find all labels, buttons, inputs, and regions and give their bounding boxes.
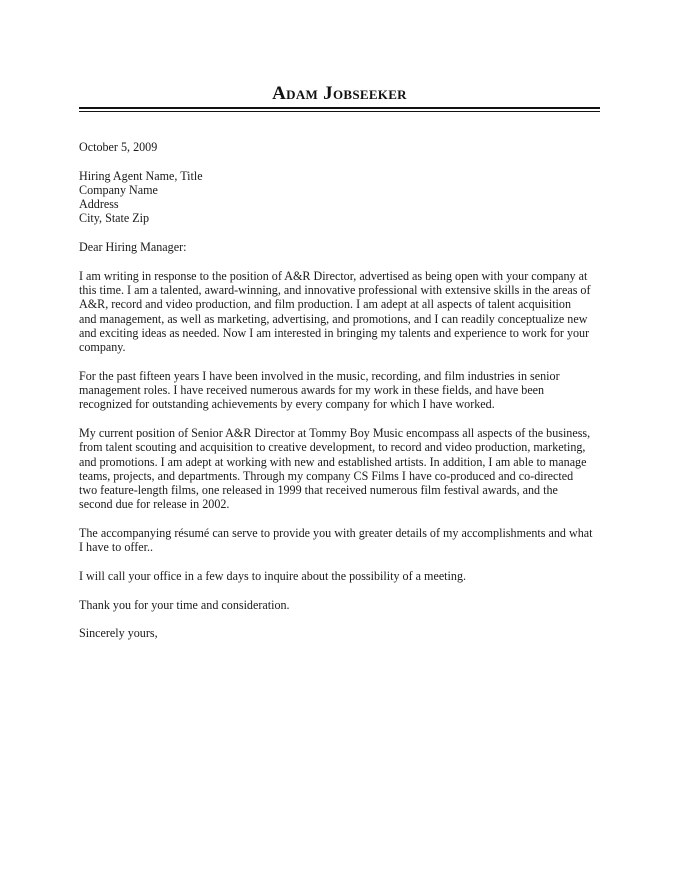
paragraph-line: and management, as well as marketing, advertising, and promotions, and I can readily conceptualize new <box>79 311 588 326</box>
paragraph-line: two feature-length films, one released in 1999 that received numerous film festival awards, and the <box>79 483 558 498</box>
paragraph-line: second due for release in 2002. <box>79 497 230 512</box>
paragraph-follow-up <box>79 569 604 583</box>
paragraph-line: I am writing in response to the position of A&R Director, advertised as being open with your company at <box>79 268 588 283</box>
paragraph-line: from talent scouting and acquisition to creative development, to record and video production, marketing, <box>79 440 586 455</box>
paragraph-current-position <box>79 426 604 512</box>
paragraph-thanks <box>79 598 604 612</box>
recipient-line: Address <box>79 197 119 212</box>
paragraph-resume <box>79 526 604 555</box>
applicant-name: Adam Jobseeker <box>272 83 407 104</box>
paragraph-intro <box>79 269 604 355</box>
paragraph-line: and exciting ideas as needed. Now I am interested in bringing my talents and experience to work for your <box>79 325 590 340</box>
recipient-line: Company Name <box>79 182 158 197</box>
recipient-line: City, State Zip <box>79 211 150 226</box>
header-rule-thin <box>79 111 600 112</box>
paragraph-line: I have to offer.. <box>79 540 153 555</box>
paragraph-line: recognized for outstanding achievements by every company for which I have worked. <box>79 397 495 412</box>
header-rule-thick <box>79 107 600 109</box>
paragraph-line: Thank you for your time and consideration. <box>79 597 290 612</box>
paragraph-line: company. <box>79 340 126 355</box>
recipient-address <box>79 169 604 226</box>
salutation <box>79 240 604 254</box>
paragraph-line: this time. I am a talented, award-winning, and innovative professional with extensive skills in the areas of <box>79 282 591 297</box>
recipient-line: Hiring Agent Name, Title <box>79 168 203 183</box>
paragraph-line: The accompanying résumé can serve to provide you with greater details of my accomplishments and what <box>79 526 593 541</box>
salutation-line: Dear Hiring Manager: <box>79 240 187 255</box>
closing-line: Sincerely yours, <box>79 626 158 641</box>
letter-date <box>79 140 604 154</box>
paragraph-line: For the past fifteen years I have been involved in the music, recording, and film industries in senior <box>79 368 560 383</box>
paragraph-experience <box>79 369 604 412</box>
paragraph-line: teams, projects, and departments. Through my company CS Films I have co-produced and co-directed <box>79 468 574 483</box>
paragraph-line: I will call your office in a few days to inquire about the possibility of a meeting. <box>79 568 467 583</box>
paragraph-line: A&R, record and video production, and film production. I am adept at all aspects of talent acquisition <box>79 297 572 312</box>
paragraph-line: My current position of Senior A&R Director at Tommy Boy Music encompass all aspects of the business, <box>79 425 591 440</box>
paragraph-line: and promotions. I am adept at working with new and established artists. In addition, I am able to manage <box>79 454 587 469</box>
date-line: October 5, 2009 <box>79 140 158 154</box>
closing <box>79 626 604 640</box>
paragraph-line: management roles. I have received numerous awards for my work in these fields, and have been <box>79 383 545 398</box>
letter-body <box>79 140 604 655</box>
